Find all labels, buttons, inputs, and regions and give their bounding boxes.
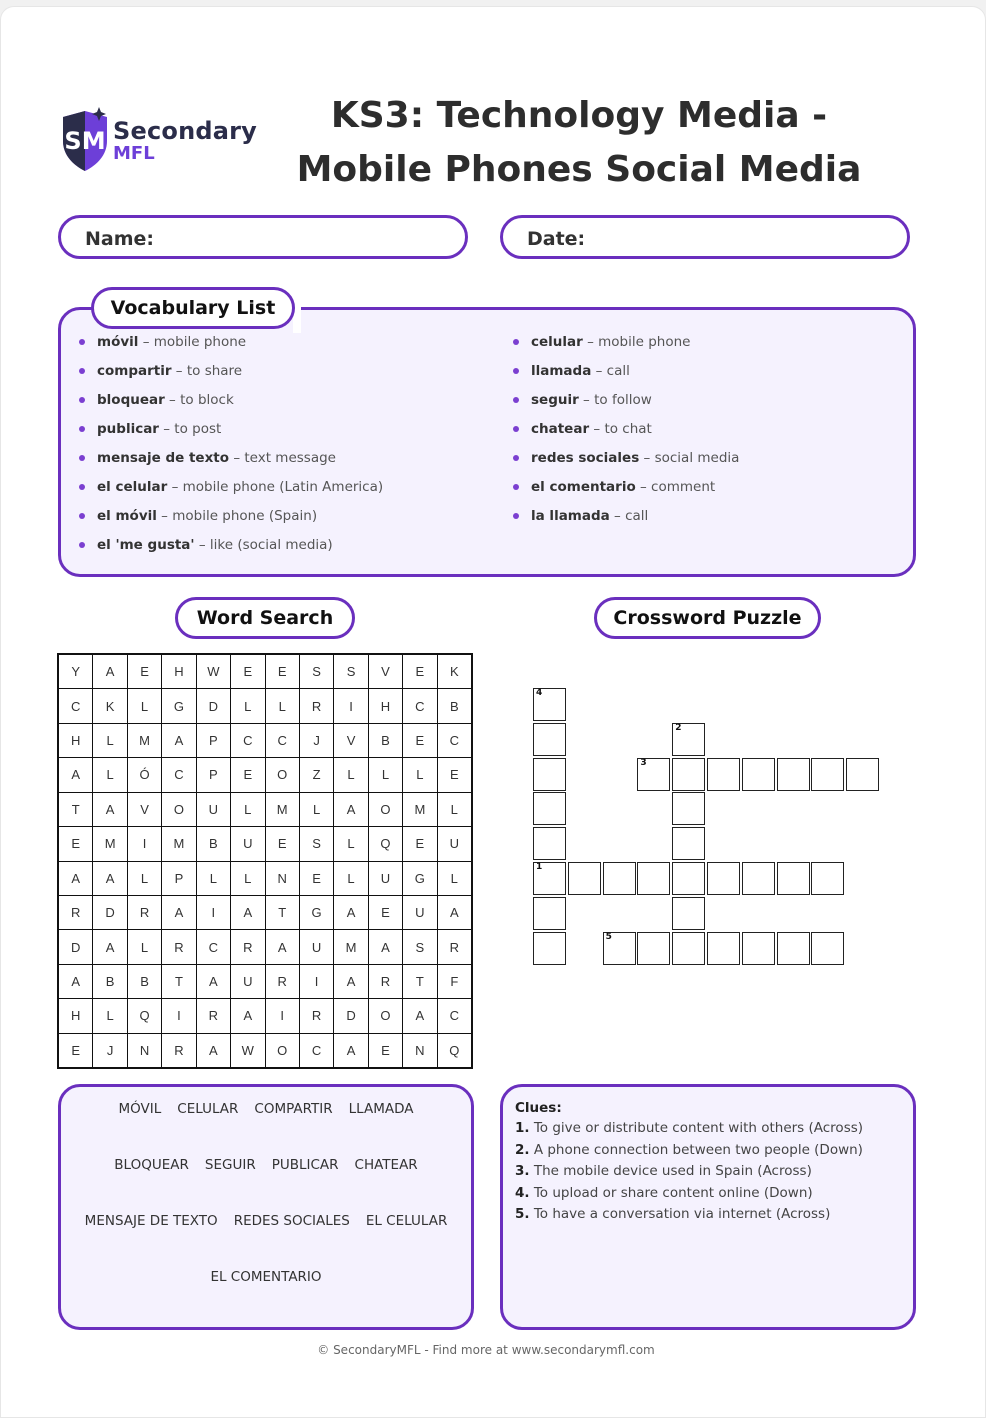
vocab-term: el celular: [97, 479, 168, 495]
vocab-item: [79, 447, 383, 476]
grid-letter: C: [438, 999, 471, 1032]
grid-letter: C: [162, 758, 195, 791]
vocab-meaning: – call: [609, 508, 649, 524]
grid-letter: R: [300, 999, 333, 1032]
clue-number: 3: [640, 757, 647, 768]
grid-letter: A: [334, 896, 367, 929]
grid-letter: A: [266, 930, 299, 963]
grid-letter: N: [128, 1034, 161, 1067]
bullet-icon: [513, 455, 519, 461]
clue-num: 3.: [515, 1163, 530, 1179]
vocab-meaning: – to post: [158, 421, 222, 437]
grid-letter: A: [334, 1034, 367, 1067]
grid-letter: R: [231, 930, 264, 963]
word-bank-word: BLOQUEAR: [114, 1157, 189, 1173]
clue-text: To give or distribute content with others (Across): [529, 1120, 864, 1136]
grid-letter: I: [266, 999, 299, 1032]
vocab-meaning: – mobile phone (Latin America): [167, 479, 384, 495]
grid-letter: L: [334, 827, 367, 860]
grid-letter: S: [300, 827, 333, 860]
grid-letter: E: [403, 655, 436, 688]
grid-letter: U: [197, 793, 230, 826]
grid-letter: Q: [369, 827, 402, 860]
grid-letter: L: [334, 758, 367, 791]
grid-letter: F: [438, 965, 471, 998]
vocab-term: el 'me gusta': [97, 537, 195, 553]
crossword-cell[interactable]: [672, 827, 705, 860]
vocab-item: [513, 505, 739, 534]
grid-letter: E: [59, 1034, 92, 1067]
grid-letter: K: [93, 689, 126, 722]
grid-letter: T: [266, 896, 299, 929]
grid-letter: T: [162, 965, 195, 998]
bullet-icon: [513, 513, 519, 519]
vocab-meaning: – like (social media): [194, 537, 333, 553]
grid-letter: R: [266, 965, 299, 998]
grid-letter: A: [93, 793, 126, 826]
clue-list: [515, 1118, 913, 1226]
grid-letter: H: [59, 724, 92, 757]
clue-text: A phone connection between two people (Down): [529, 1141, 863, 1158]
grid-letter: M: [128, 724, 161, 757]
grid-letter: U: [231, 827, 264, 860]
grid-letter: R: [300, 689, 333, 722]
bullet-icon: [79, 397, 85, 403]
word-bank-word: LLAMADA: [348, 1101, 414, 1117]
grid-letter: A: [334, 793, 367, 826]
clue-number: 4: [536, 688, 543, 698]
bullet-icon: [79, 368, 85, 374]
crossword-cell[interactable]: [777, 932, 810, 965]
grid-letter: E: [266, 655, 299, 688]
bullet-icon: [513, 484, 519, 490]
vocab-term: llamada: [531, 363, 592, 379]
vocab-meaning: – mobile phone: [582, 334, 691, 350]
grid-letter: A: [162, 896, 195, 929]
grid-letter: O: [162, 793, 195, 826]
grid-letter: A: [93, 862, 126, 895]
bullet-icon: [79, 484, 85, 490]
vocab-term: el comentario: [531, 479, 636, 495]
vocab-meaning: – to share: [171, 363, 243, 379]
clue-item: [515, 1118, 913, 1140]
grid-letter: L: [266, 689, 299, 722]
grid-letter: V: [334, 724, 367, 757]
word-bank: [58, 1084, 474, 1330]
grid-letter: A: [59, 862, 92, 895]
grid-letter: R: [162, 1034, 195, 1067]
bullet-icon: [513, 339, 519, 345]
grid-letter: T: [403, 965, 436, 998]
vocab-term: celular: [531, 334, 583, 350]
word-bank-word: EL COMENTARIO: [210, 1269, 322, 1285]
grid-letter: L: [334, 862, 367, 895]
grid-letter: L: [128, 930, 161, 963]
grid-letter: L: [197, 862, 230, 895]
grid-letter: G: [300, 896, 333, 929]
grid-letter: P: [197, 758, 230, 791]
grid-letter: A: [231, 896, 264, 929]
word-bank-word: CHATEAR: [354, 1157, 418, 1173]
grid-letter: R: [369, 965, 402, 998]
crossword-cell[interactable]: [742, 932, 775, 965]
grid-letter: L: [93, 999, 126, 1032]
grid-letter: J: [300, 724, 333, 757]
bullet-icon: [79, 455, 85, 461]
grid-letter: M: [403, 793, 436, 826]
grid-letter: M: [162, 827, 195, 860]
vocab-item: [513, 447, 739, 476]
crossword-cell[interactable]: [707, 932, 740, 965]
vocab-term: la llamada: [531, 508, 610, 524]
vocab-item: [79, 389, 383, 418]
vocab-meaning: – mobile phone (Spain): [156, 508, 318, 524]
vocab-term: chatear: [531, 421, 590, 437]
footer: © SecondaryMFL - Find more at www.secondarymfl.com: [317, 1343, 655, 1357]
grid-letter: E: [266, 827, 299, 860]
vocab-item: [79, 534, 383, 563]
vocab-term: mensaje de texto: [97, 450, 230, 466]
grid-letter: E: [59, 827, 92, 860]
grid-letter: U: [438, 827, 471, 860]
crossword-cell[interactable]: [533, 688, 566, 721]
date-label: Date:: [527, 228, 586, 250]
grid-letter: T: [59, 793, 92, 826]
crossword-cell[interactable]: [672, 897, 705, 930]
crossword-cell[interactable]: [603, 862, 636, 895]
grid-letter: L: [231, 793, 264, 826]
grid-letter: H: [59, 999, 92, 1032]
grid-letter: N: [266, 862, 299, 895]
crossword-clues: [500, 1084, 916, 1330]
grid-letter: A: [369, 930, 402, 963]
grid-letter: L: [438, 793, 471, 826]
word-bank-word: CELULAR: [177, 1101, 239, 1117]
crossword-cell[interactable]: [707, 758, 740, 791]
grid-letter: U: [231, 965, 264, 998]
word-search-grid: [57, 653, 473, 1069]
bullet-icon: [513, 426, 519, 432]
word-bank-word: MÓVIL: [118, 1101, 162, 1117]
bullet-icon: [79, 542, 85, 548]
grid-letter: K: [438, 655, 471, 688]
grid-letter: C: [300, 1034, 333, 1067]
grid-letter: R: [59, 896, 92, 929]
crossword-cell[interactable]: [672, 792, 705, 825]
grid-letter: G: [162, 689, 195, 722]
grid-letter: E: [369, 896, 402, 929]
grid-letter: V: [128, 793, 161, 826]
grid-letter: I: [300, 965, 333, 998]
crossword-cell[interactable]: [742, 862, 775, 895]
grid-letter: O: [266, 758, 299, 791]
word-bank-word: EL CELULAR: [365, 1213, 448, 1229]
grid-letter: A: [197, 965, 230, 998]
grid-letter: D: [334, 999, 367, 1032]
grid-letter: U: [403, 896, 436, 929]
crossword-cell[interactable]: [742, 758, 775, 791]
grid-letter: A: [162, 724, 195, 757]
word-bank-row: [61, 1101, 471, 1117]
grid-letter: D: [93, 896, 126, 929]
vocab-meaning: – to chat: [589, 421, 652, 437]
grid-letter: M: [266, 793, 299, 826]
grid-letter: U: [300, 930, 333, 963]
clue-item: [515, 1204, 913, 1226]
crossword-cell[interactable]: [533, 792, 566, 825]
clue-num: 1.: [515, 1120, 530, 1136]
bullet-icon: [79, 426, 85, 432]
bullet-icon: [79, 339, 85, 345]
grid-letter: L: [403, 758, 436, 791]
grid-letter: B: [369, 724, 402, 757]
crossword-cell[interactable]: [568, 862, 601, 895]
grid-letter: M: [93, 827, 126, 860]
grid-letter: E: [369, 1034, 402, 1067]
vocab-item: [513, 418, 739, 447]
crossword-cell[interactable]: [672, 862, 705, 895]
grid-letter: Q: [128, 999, 161, 1032]
grid-letter: P: [197, 724, 230, 757]
crossword-cell[interactable]: [672, 723, 705, 756]
clue-number: 2: [675, 722, 682, 733]
crossword-cell[interactable]: [811, 862, 844, 895]
date-field[interactable]: [500, 215, 910, 259]
grid-letter: L: [93, 724, 126, 757]
grid-letter: P: [162, 862, 195, 895]
vocabulary-heading: Vocabulary List: [91, 287, 295, 329]
vocab-meaning: – mobile phone: [138, 334, 247, 350]
grid-letter: A: [93, 930, 126, 963]
vocab-meaning: – comment: [635, 479, 716, 495]
grid-letter: A: [231, 999, 264, 1032]
page-title: KS3: Technology Media - Mobile Phones Social Media: [296, 95, 862, 190]
word-search-heading: Word Search: [175, 597, 355, 639]
grid-letter: A: [334, 965, 367, 998]
clue-num: 5.: [515, 1206, 530, 1222]
vocab-term: publicar: [97, 421, 159, 437]
grid-letter: S: [334, 655, 367, 688]
vocab-term: seguir: [531, 392, 579, 408]
vocab-item: [513, 389, 739, 418]
crossword-cell[interactable]: [637, 932, 670, 965]
bullet-icon: [513, 397, 519, 403]
grid-letter: B: [93, 965, 126, 998]
grid-letter: J: [93, 1034, 126, 1067]
clue-item: [515, 1161, 913, 1183]
crossword-cell[interactable]: [533, 758, 566, 791]
grid-letter: S: [300, 655, 333, 688]
grid-letter: L: [231, 862, 264, 895]
vocab-meaning: – social media: [639, 450, 740, 466]
clue-number: 5: [605, 931, 612, 942]
vocab-term: compartir: [97, 363, 172, 379]
crossword-cell[interactable]: [811, 932, 844, 965]
crossword-cell[interactable]: [533, 932, 566, 965]
grid-letter: L: [438, 862, 471, 895]
clue-number: 1: [536, 862, 543, 872]
grid-letter: Q: [438, 1034, 471, 1067]
name-field[interactable]: [58, 215, 468, 259]
crossword-cell[interactable]: [672, 758, 705, 791]
word-bank-word: SEGUIR: [204, 1157, 256, 1173]
grid-letter: C: [231, 724, 264, 757]
crossword-cell[interactable]: [672, 932, 705, 965]
grid-letter: E: [128, 655, 161, 688]
word-bank-row: [61, 1269, 471, 1285]
grid-letter: I: [197, 896, 230, 929]
vocab-meaning: – text message: [229, 450, 336, 466]
word-bank-row: [61, 1157, 471, 1173]
vocab-meaning: – to block: [164, 392, 234, 408]
grid-letter: C: [438, 724, 471, 757]
grid-letter: A: [438, 896, 471, 929]
crossword-cell[interactable]: [533, 827, 566, 860]
grid-letter: O: [369, 999, 402, 1032]
vocabulary-list-right: [513, 331, 739, 534]
grid-letter: V: [369, 655, 402, 688]
grid-letter: E: [403, 724, 436, 757]
grid-letter: L: [128, 862, 161, 895]
grid-letter: I: [334, 689, 367, 722]
vocab-term: redes sociales: [531, 450, 640, 466]
clues-title: Clues:: [515, 1100, 562, 1116]
crossword-cell[interactable]: [777, 758, 810, 791]
vocab-meaning: – to follow: [578, 392, 652, 408]
grid-letter: Z: [300, 758, 333, 791]
vocab-term: el móvil: [97, 508, 157, 524]
grid-letter: L: [231, 689, 264, 722]
grid-letter: R: [197, 999, 230, 1032]
clue-num: 2.: [515, 1141, 530, 1158]
bullet-icon: [79, 513, 85, 519]
clue-text: To have a conversation via internet (Across): [529, 1206, 831, 1222]
crossword-cell[interactable]: [533, 862, 566, 895]
vocab-item: [79, 476, 383, 505]
grid-letter: Y: [59, 655, 92, 688]
clue-item: [515, 1183, 913, 1205]
bullet-icon: [513, 368, 519, 374]
grid-letter: H: [369, 689, 402, 722]
crossword-cell[interactable]: [811, 758, 844, 791]
vocabulary-list-left: [79, 331, 383, 563]
grid-letter: Ó: [128, 758, 161, 791]
crossword-cell[interactable]: [533, 897, 566, 930]
grid-letter: R: [438, 930, 471, 963]
vocab-item: [513, 331, 739, 360]
grid-letter: W: [197, 655, 230, 688]
word-bank-word: MENSAJE DE TEXTO: [84, 1213, 218, 1229]
grid-letter: E: [403, 827, 436, 860]
grid-letter: E: [300, 862, 333, 895]
worksheet-page: [0, 6, 986, 1418]
vocab-term: móvil: [97, 334, 139, 350]
grid-letter: C: [266, 724, 299, 757]
word-bank-word: COMPARTIR: [254, 1101, 333, 1117]
grid-letter: M: [334, 930, 367, 963]
crossword-cell[interactable]: [846, 758, 879, 791]
grid-letter: D: [59, 930, 92, 963]
grid-letter: B: [438, 689, 471, 722]
clue-num: 4.: [515, 1184, 530, 1201]
grid-letter: E: [231, 758, 264, 791]
grid-letter: L: [93, 758, 126, 791]
word-bank-row: [61, 1213, 471, 1229]
clue-text: The mobile device used in Spain (Across): [529, 1163, 812, 1179]
grid-letter: O: [266, 1034, 299, 1067]
grid-letter: E: [231, 655, 264, 688]
grid-letter: I: [128, 827, 161, 860]
grid-letter: A: [59, 965, 92, 998]
crossword-cell[interactable]: [603, 932, 636, 965]
logo-shield-icon: [59, 107, 111, 173]
grid-letter: B: [197, 827, 230, 860]
grid-letter: S: [403, 930, 436, 963]
word-bank-word: PUBLICAR: [271, 1157, 339, 1173]
grid-letter: C: [197, 930, 230, 963]
vocab-item: [79, 331, 383, 360]
grid-letter: E: [438, 758, 471, 791]
crossword-heading: Crossword Puzzle: [594, 597, 821, 639]
crossword-cell[interactable]: [637, 758, 670, 791]
grid-letter: A: [403, 999, 436, 1032]
grid-letter: L: [128, 689, 161, 722]
name-label: Name:: [85, 228, 155, 250]
grid-letter: U: [369, 862, 402, 895]
grid-letter: A: [59, 758, 92, 791]
grid-letter: N: [403, 1034, 436, 1067]
grid-letter: C: [403, 689, 436, 722]
vocab-term: bloquear: [97, 392, 165, 408]
grid-letter: A: [197, 1034, 230, 1067]
vocab-item: [79, 418, 383, 447]
crossword-cell[interactable]: [533, 723, 566, 756]
crossword-cell[interactable]: [637, 862, 670, 895]
vocab-meaning: – call: [591, 363, 630, 379]
logo-line2: MFL: [113, 143, 155, 164]
grid-letter: W: [231, 1034, 264, 1067]
logo-line1: Secondary: [113, 117, 258, 145]
grid-letter: L: [300, 793, 333, 826]
crossword-cell[interactable]: [777, 862, 810, 895]
grid-letter: O: [369, 793, 402, 826]
grid-letter: R: [162, 930, 195, 963]
grid-letter: H: [162, 655, 195, 688]
grid-letter: G: [403, 862, 436, 895]
grid-letter: R: [128, 896, 161, 929]
grid-letter: I: [162, 999, 195, 1032]
crossword-cell[interactable]: [707, 862, 740, 895]
grid-letter: L: [369, 758, 402, 791]
logo: [59, 107, 258, 173]
grid-letter: B: [128, 965, 161, 998]
word-bank-word: REDES SOCIALES: [233, 1213, 350, 1229]
clue-text: To upload or share content online (Down): [529, 1184, 813, 1201]
grid-letter: C: [59, 689, 92, 722]
grid-letter: D: [197, 689, 230, 722]
clue-item: [515, 1140, 913, 1162]
vocab-item: [79, 505, 383, 534]
grid-letter: A: [93, 655, 126, 688]
vocab-item: [79, 360, 383, 389]
vocab-item: [513, 360, 739, 389]
svg-text:SM: SM: [64, 127, 106, 155]
vocab-item: [513, 476, 739, 505]
